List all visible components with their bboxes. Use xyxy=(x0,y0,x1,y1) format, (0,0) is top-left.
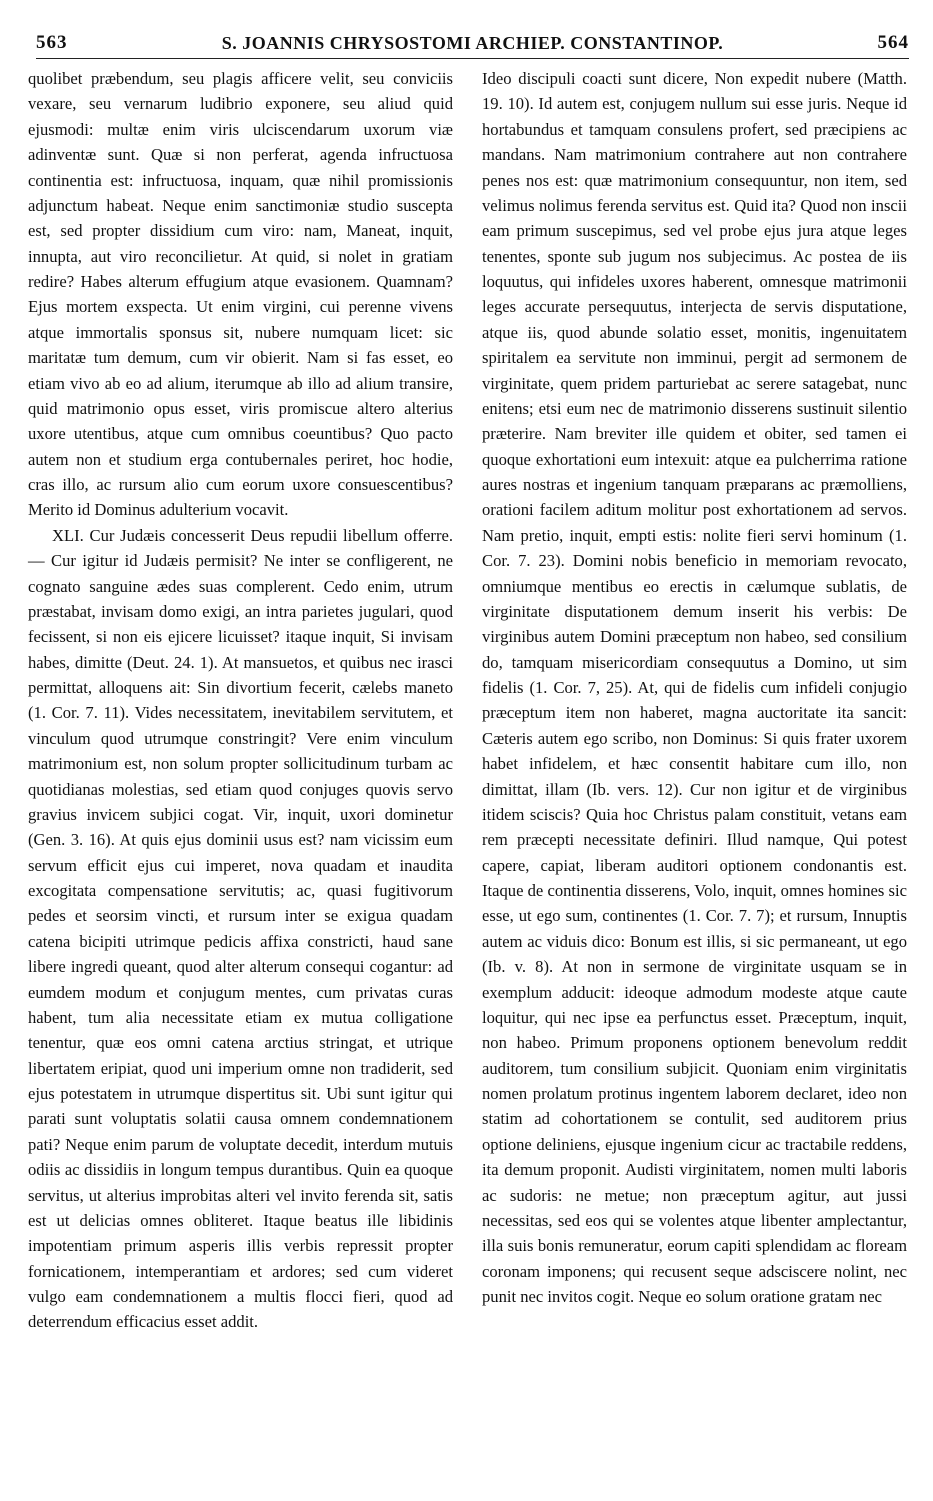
running-title: S. JOANNIS CHRYSOSTOMI ARCHIEP. CONSTANTINOP. xyxy=(221,33,724,53)
text-column-right xyxy=(482,66,907,1309)
paragraph: quolibet præbendum, seu plagis afficere velit, seu conviciis vexare, seu vernarum ludibrio exponere, seu aliud quid ejusmodi: multæ enim viris ulciscendarum uxorum viæ adinventæ sunt. Quæ si non perferat, agenda infructuosa continentia est: infructuosa, inquam, quæ nihil promissionis adjunctum habeat. Neque enim sanctimoniæ studio suscepta est, sed propter dissidium cum viro: nam, Maneat, inquit, innupta, aut viro reconcilietur. At quid, si nolet in gratiam redire? Habes alterum effugium atque evasionem. Quamnam? Ejus mortem exspecta. Ut enim virgini, cui perenne vivens atque immortalis sponsus sit, nubere numquam licet: sic maritatæ tum demum, cum vir obierit. Nam si fas esset, eo etiam vivo ab eo ad alium, iterumque ab illo ad alium transire, quid matrimonio opus esset, viris promiscue altero alterius uxore utentibus, atque cum omnibus coeuntibus? Quo pacto autem non et studium erga contubernales periret, hoc hodie, cras illo, ac rursum alio cum eorum uxore consuescentibus? Merito id Dominus adulterium vocavit. xyxy=(28,69,453,520)
paragraph-section-xli: XLI. Cur Judæis concesserit Deus repudii libellum offerre. — Cur igitur id Judæis permisit? Ne inter se confligerent, ne cognato sanguine ædes suas complerent. Cedo enim, utrum præstabat, invisam domo exigi, an intra parietes jugulari, quod fecissent, si non eis ejicere licuisset? itaque inquit, Si invisam habes, dimitte (Deut. 24. 1). At mansuetos, et quibus nec irasci permittat, alloquens ait: Sin divortium fecerit, cælebs maneto (1. Cor. 7. 11). Vides necessitatem, inevitabilem servitutem, et vinculum quod utrumque constringit? Vere enim vinculum matrimonium est, non solum propter sollicitudinum turbam ac quotidianas molestias, sed etiam quod conjuges quovis servo gravius invicem subjici cogat. Vir, inquit, uxori dominetur (Gen. 3. 16). At quis ejus dominii usus est? nam vicissim eum servum efficit ejus cui imperet, nova quadam et inaudita excogitata compensatione servitutis; ac, quasi fugitivorum pedes et seorsim vincti, et rursum inter se exigua quadam catena bicipiti utrimque pedicis affixa constricti, haud sane libere ingredi queant, quod alter alterum consequi cogantur: ad eumdem modum et conjugum mentes, cum privatas curas habent, tum alia necessitate etiam ex mutua colligatione tenentur, quæ eos omni catena arctius stringat, et utrique libertatem eripiat, quod uni imperium omne non tradiderit, sed ejus potestatem in utrumque dispertitus sit. Ubi sunt igitur qui parati sunt voluptatis solatii causa omnem condemnationem pati? Neque enim parum de voluptate decedit, interdum mutuis odiis ac dissidiis in longum tempus durantibus. Quin ea quoque servitus, ut alterius improbitas alteri vel invito ferenda sit, satis est ut delicias omnes obliteret. Itaque beatus ille libidinis impotentiam primum asperis illis verbis repressit propter fornicationem, intemperantiam et ardores; sed cum videret vulgo eam condemnationem a multis flocci fieri, quod ad deterrendum efficacius esset addit. xyxy=(28,525,453,1332)
text-column-left xyxy=(28,66,453,1335)
page-number-left: 563 xyxy=(36,32,68,53)
page-number-right: 564 xyxy=(877,32,909,53)
running-header xyxy=(36,32,909,59)
paragraph: Ideo discipuli coacti sunt dicere, Non expedit nubere (Matth. 19. 10). Id autem est, conjugem nullum sui esse juris. Neque id hortabundus et tamquam consulens profert, sed præcipiens ac mandans. Nam matrimonium contrahere aut non contrahere penes nos est: quæ matrimonium consequuntur, non item, sed velimus nolimus ferenda servitus est. Quid ita? Quod non inscii eam primum suscepimus, sed vel probe ejus jura atque leges tenentes, sponte sub jugum nos subjecimus. Ac postea de iis loquutus, qui infideles uxores haberent, omnesque matrimonii leges accurate persequutus, interjecta de servis disputatione, atque iis, quod abunde solatio esset, monitis, ingenuitatem spiritalem ea servitute non imminui, pergit ad sermonem de virginitate, quem pridem parturiebat ac serere satagebat, nunc enitens; etsi eum nec de matrimonio disserens sustinuit silentio præterire. Nam breviter ille quidem et obiter, sed tamen ei quoque exhortationi eum intexuit: atque ea pulcherrima ratione aures nostras et ingenium tanquam præparans ac præmolliens, orationi facilem aditum molitur post exhortationem ad servos. Nam pretio, inquit, empti estis: nolite fieri servi hominum (1. Cor. 7. 23). Domini nobis beneficio in memoriam revocato, omniumque mentibus eo erectis in cælumque sublatis, de virginitate disputationem demum inserit his verbis: De virginibus autem Domini præceptum non habeo, sed consilium do, tamquam misericordiam consequutus a Domino, ut sim fidelis (1. Cor. 7, 25). At, qui de fidelis cum infideli conjugio præceptum item non haberet, magna auctoritate ita sancit: Cæteris autem ego scribo, non Dominus: Si quis frater uxorem habet infidelem, et hæc consentit habitare cum illo, non dimittat, illam (Ib. vers. 12). Cur non igitur et de virginibus itidem sciscis? Quia hoc Christus palam constituit, vetans eam rem præcepti necessitate definiri. Illud namque, Qui potest capere, capiat, liberam auditori optionem condonantis est. Itaque de continentia disserens, Volo, inquit, omnes homines sic esse, ut ego sum, continentes (1. Cor. 7. 7); et rursum, Innuptis autem ac viduis dico: Bonum est illis, si sic permaneant, ut ego (Ib. v. 8). At non in sermone de virginitate usquam se in exemplum adducit: ideoque admodum modeste atque caute loquitur, qui nec ipse ea perfunctus esset. Præceptum, inquit, non habeo. Primum proponens optionem benevolum reddit auditorem, tum consilium subjicit. Quoniam enim virginitatis nomen prolatum protinus ingentem laborem declaret, ideo non statim ad cohortationem se contulit, sed auditorem prius optione deliniens, ejusque ingenium cicur ac tractabile reddens, ita demum proponit. Audisti virginitatem, nomen multi laboris ac sudoris: ne metue; non præceptum agitur, aut jussi necessitas, sed eos qui se volentes atque libenter amplectantur, illa suis bonis remuneratur, eorum capiti splendidam ac floream coronam imponens; qui recusent seque adsciscere nolint, nec punit nec invitos cogit. Neque eo solum oratione gratam nec xyxy=(482,69,907,1306)
